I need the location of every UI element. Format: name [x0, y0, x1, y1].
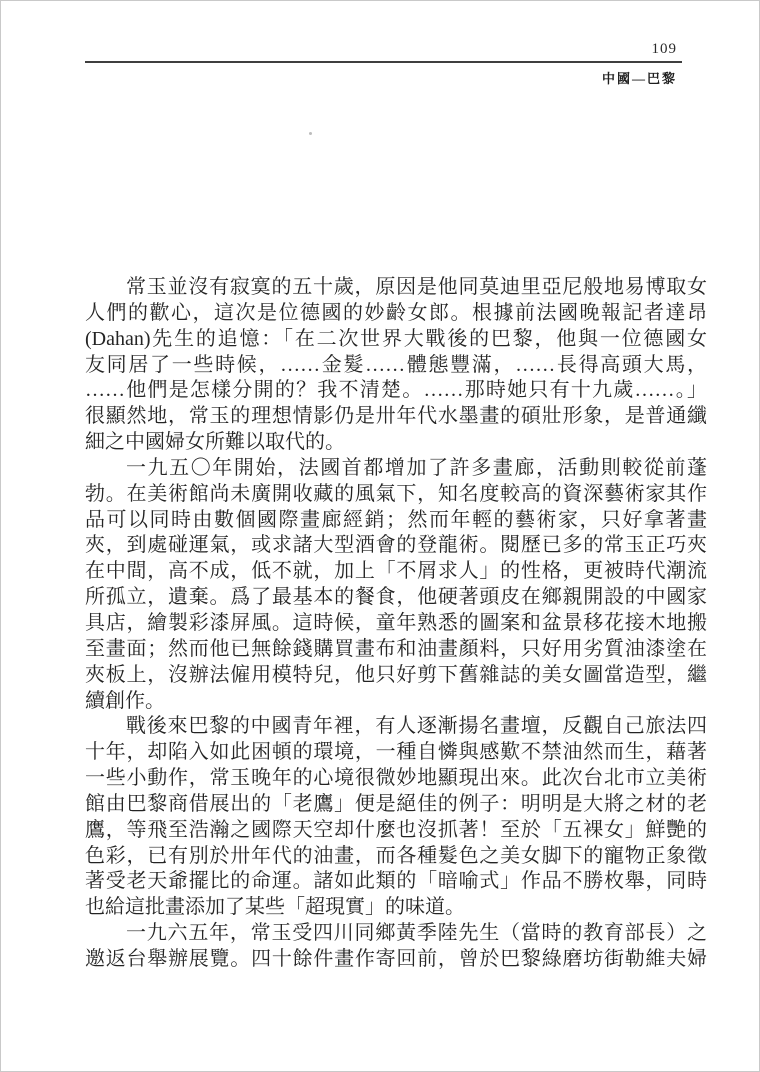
- text-line: 細之中國婦女所難以取代的。: [85, 431, 345, 454]
- text-line: ……他們是怎樣分開的？我不清楚。……那時她只有十九歲……。」: [85, 379, 707, 402]
- text-line: 具店，繪製彩漆屏風。這時候，童年熟悉的圖案和盆景移花接木地搬: [85, 611, 707, 634]
- scan-speck: [309, 132, 312, 135]
- text-line: 鷹，等飛至浩瀚之國際天空却什麼也沒抓著！至於「五裸女」鮮艷的: [85, 818, 707, 841]
- text-line: 著受老天爺擺比的命運。諸如此類的「暗喻式」作品不勝枚舉，同時: [85, 870, 707, 893]
- text-line: 十年，却陷入如此困頓的環境，一種自憐與感歎不禁油然而生，藉著: [85, 741, 707, 764]
- text-line: 也給這批畫添加了某些「超現實」的味道。: [85, 896, 465, 919]
- text-line: 一九五〇年開始，法國首都增加了許多畫廊，活動則較從前蓬: [126, 456, 707, 479]
- text-line: 夾，到處碰運氣，或求諸大型酒會的登龍術。閱歷已多的常玉正巧夾: [85, 534, 707, 557]
- text-line: 一些小動作，常玉晚年的心境很微妙地顯現出來。此次台北市立美術: [85, 767, 707, 790]
- text-line: 常玉並沒有寂寞的五十歲，原因是他同莫迪里亞尼般地易博取女: [126, 276, 707, 298]
- text-line: 品可以同時由數個國際畫廊經銷；然而年輕的藝術家，只好拿著畫: [85, 508, 707, 531]
- page-number: 109: [651, 41, 677, 57]
- text-line: 一九六五年，常玉受四川同鄉黃季陸先生（當時的教育部長）之: [126, 922, 707, 945]
- text-line: 色彩，已有別於卅年代的油畫，而各種髮色之美女脚下的寵物正象徵: [85, 844, 707, 867]
- text-line: 友同居了一些時候，……金髮……體態豐滿，……長得高頭大馬，: [85, 353, 707, 376]
- body-text: [85, 275, 707, 973]
- text-line: 至畫面；然而他已無餘錢購買畫布和油畫顏料，只好用劣質油漆塗在: [85, 637, 707, 660]
- text-line: (Dahan)先生的追憶：「在二次世界大戰後的巴黎，他與一位德國女: [85, 327, 707, 350]
- text-line: 續創作。: [85, 689, 165, 712]
- running-head: 中國—巴黎: [601, 71, 677, 86]
- text-line: 戰後來巴黎的中國青年裡，有人逐漸揚名畫壇，反觀自己旅法四: [126, 715, 707, 738]
- text-line: 在中間，高不成，低不就，加上「不屑求人」的性格，更被時代潮流: [85, 560, 707, 583]
- text-line: 館由巴黎商借展出的「老鷹」便是絕佳的例子：明明是大將之材的老: [85, 792, 707, 815]
- text-line: 夾板上，沒辦法僱用模特兒，他只好剪下舊雜誌的美女圖當造型，繼: [85, 663, 707, 686]
- header-rule: [85, 61, 682, 63]
- text-line: 所孤立，遺棄。爲了最基本的餐食，他硬著頭皮在鄉親開設的中國家: [85, 586, 707, 609]
- text-line: 邀返台舉辦展覽。四十餘件畫作寄回前，曾於巴黎綠磨坊街勒維夫婦: [85, 947, 707, 970]
- text-line: 人們的歡心，這次是位德國的妙齡女郎。根據前法國晚報記者達昂: [85, 301, 707, 324]
- text-line: 勃。在美術館尚未廣開收藏的風氣下，知名度較高的資深藝術家其作: [85, 482, 707, 505]
- text-line: 很顯然地，常玉的理想情影仍是卅年代水墨畫的碩壯形象，是普通纖: [85, 405, 707, 428]
